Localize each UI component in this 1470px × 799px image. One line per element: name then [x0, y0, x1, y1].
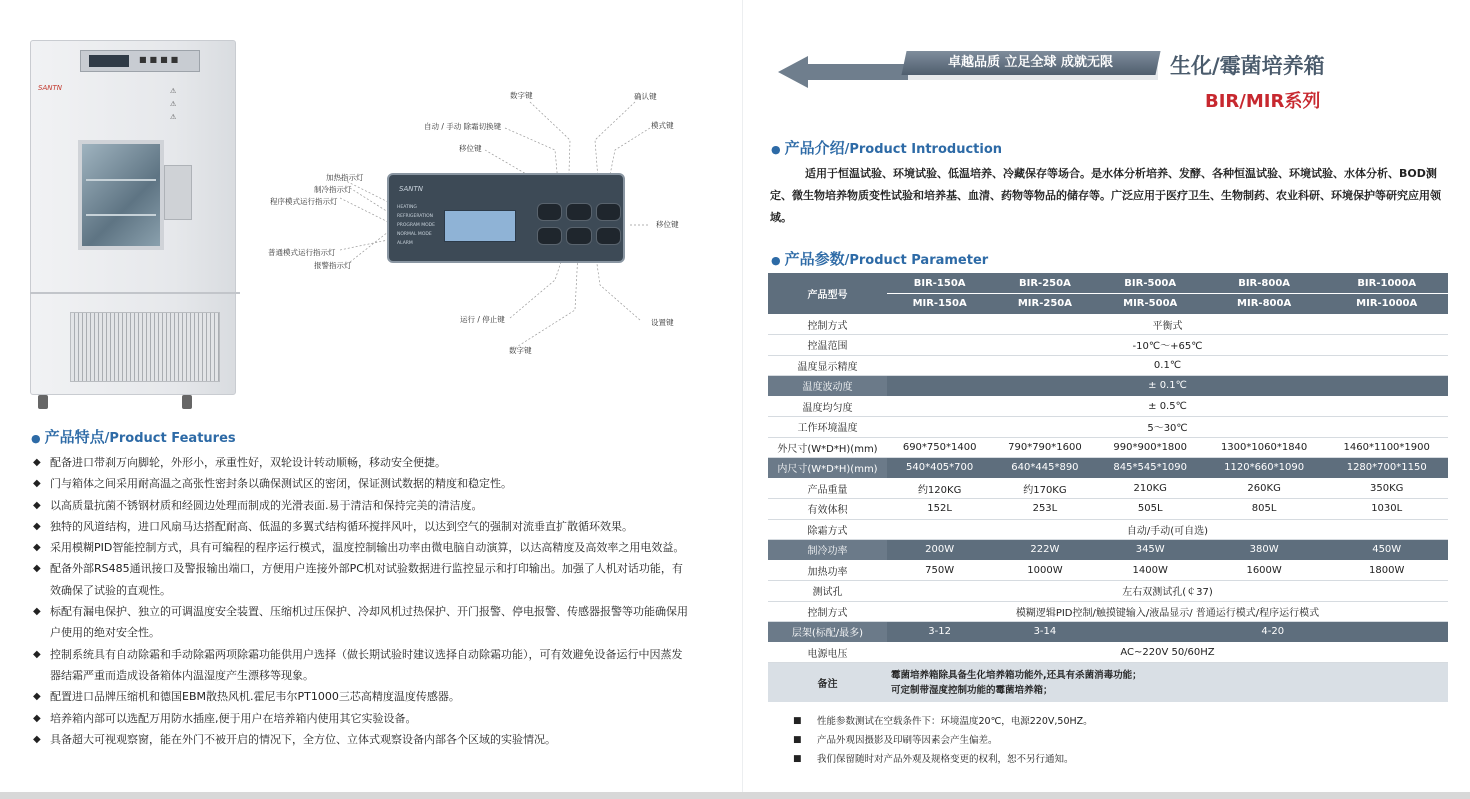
list-item: ◆ 配置进口品牌压缩机和德国EBM散热风机.霍尼韦尔PT1000三芯高精度温度传感器。 — [33, 686, 693, 707]
list-item: ◆ 具备超大可视观察窗，能在外门不被开启的情况下，全方位、立体式观察设备内部各个区域的实验情况。 — [33, 729, 693, 750]
callout-number-key-bottom: 数字键 — [509, 346, 532, 355]
caster-wheel — [38, 395, 48, 409]
features-heading: ● 产品特点/Product Features — [31, 428, 236, 446]
bottom-band — [0, 792, 1470, 799]
list-item: ◆ 配备外部RS485通讯接口及警报输出端口，方便用户连接外部PC机对试验数据进行监控显示和打印输出。加强了人机对话功能，有效确保了试验的直观性。 — [33, 558, 693, 601]
spec-table — [768, 273, 1448, 703]
cabinet-control-panel: ■■■■ — [80, 50, 200, 72]
table-row: MIR-150A MIR-250A MIR-500A MIR-800A MIR-1000A — [768, 294, 1448, 315]
params-heading: ● 产品参数/Product Parameter — [771, 250, 989, 268]
callout-heating-light: 加热指示灯 — [326, 173, 364, 182]
list-item: ◆ 独特的风道结构，进口风扇马达搭配耐高、低温的多翼式结构循环搅拌风叶，以达到空气的强制对流垂直扩散循环效果。 — [33, 516, 693, 537]
intro-paragraph: 适用于恒温试验、环境试验、低温培养、冷藏保存等场合。是水体分析培养、发酵、各种恒温试验、环境试验、水体分析、BOD测定、微生物培养物质变性试验和培养基、血清、药物等物品的储存等。广泛应用于医疗卫生、生物制药、农业科研、环境保护等研究应用领域。 — [770, 167, 1441, 224]
callout-number-key-top: 数字键 — [510, 91, 533, 100]
cabinet-brand-logo: SANTN — [38, 84, 62, 92]
table-row: 层架(标配/最多) 3-12 3-14 4-20 — [768, 622, 1448, 643]
table-row: 外尺寸(W*D*H)(mm) 690*750*1400 790*790*1600 990*900*1800 1300*1060*1840 1460*1100*1900 — [768, 437, 1448, 458]
table-row: 温度均匀度 ± 0.5℃ — [768, 396, 1448, 417]
callout-mode-key: 模式键 — [651, 121, 674, 130]
lcd-display — [444, 210, 516, 242]
indicator-led-labels: HEATING REFRIGERATION PROGRAM MODE NORMAL MODE ALARM — [397, 205, 435, 246]
table-row: 产品型号 BIR-150A BIR-250A BIR-500A BIR-800A BIR-1000A — [768, 273, 1448, 294]
table-row: 温度显示精度 0.1℃ — [768, 355, 1448, 376]
keypad-key — [537, 203, 562, 221]
observation-window — [78, 140, 164, 250]
callout-run-stop: 运行 / 停止键 — [460, 315, 505, 324]
list-item: ■ 产品外观因摄影及印刷等因素会产生偏差。 — [793, 731, 1443, 750]
slogan-banner: 卓越品质 立足全球 成就无限 — [901, 51, 1160, 75]
callout-auto-manual-defrost: 自动 / 手动 除霜切换键 — [424, 122, 502, 131]
table-row: 控制方式 平衡式 — [768, 314, 1448, 335]
keypad-key — [596, 203, 621, 221]
list-item: ◆ 标配有漏电保护、独立的可调温度安全装置、压缩机过压保护、冷却风机过热保护、开门报警、停电报警、传感器报警等功能确保用户使用的绝对安全性。 — [33, 601, 693, 644]
callout-shift-key-right: 移位键 — [656, 220, 679, 229]
table-row: 温度波动度 ± 0.1℃ — [768, 376, 1448, 397]
table-row: 备注 霉菌培养箱除具备生化培养箱功能外,还具有杀菌消毒功能； 可定制带湿度控制功能的霉菌培养箱； — [768, 663, 1448, 703]
list-item: ◆ 采用模糊PID智能控制方式，具有可编程的程序运行模式，温度控制输出功率由微电脑自动演算，以达高精度及高效率之用电效益。 — [33, 537, 693, 558]
callout-confirm-key: 确认键 — [634, 92, 657, 101]
vent-grille — [70, 312, 220, 382]
keypad-key — [537, 227, 562, 245]
table-row: 测试孔 左右双测试孔(￠37) — [768, 581, 1448, 602]
caster-wheel — [182, 395, 192, 409]
bullet-icon: ● — [771, 143, 781, 156]
incubator-cabinet-image — [30, 40, 240, 410]
bullet-icon: ● — [31, 432, 41, 445]
intro-heading: ● 产品介绍/Product Introduction — [771, 139, 1003, 157]
list-item: ◆ 以高质量抗菌不锈钢材质和经圆边处理而制成的光滑表面.易于清洁和保持完美的清洁度。 — [33, 495, 693, 516]
keypad-key — [566, 203, 591, 221]
bullet-icon: ● — [771, 254, 781, 267]
table-row: 制冷功率 200W 222W 345W 380W 450W — [768, 540, 1448, 561]
list-item: ◆ 门与箱体之间采用耐高温之高张性密封条以确保测试区的密闭，保证测试数据的精度和稳定性。 — [33, 473, 693, 494]
table-row: 内尺寸(W*D*H)(mm) 540*405*700 640*445*890 845*545*1090 1120*660*1090 1280*700*1150 — [768, 458, 1448, 479]
keypad-key — [596, 227, 621, 245]
warning-icon: ⚠ ⚠ ⚠ — [170, 87, 177, 121]
page-divider — [742, 0, 743, 799]
features-list — [33, 452, 693, 750]
table-row: 控温范围 -10℃～+65℃ — [768, 335, 1448, 356]
callout-setting-key: 设置键 — [651, 318, 674, 327]
footnotes-list — [793, 712, 1443, 769]
callout-alarm-light: 报警指示灯 — [314, 261, 352, 270]
callout-normal-light: 普通模式运行指示灯 — [268, 248, 336, 257]
table-row: 加热功率 750W 1000W 1400W 1600W 1800W — [768, 560, 1448, 581]
callout-shift-key-top: 移位键 — [459, 144, 482, 153]
table-row: 有效体积 152L 253L 505L 805L 1030L — [768, 499, 1448, 520]
list-item: ■ 我们保留随时对产品外观及规格变更的权利，恕不另行通知。 — [793, 750, 1443, 769]
table-row: 产品重量 约120KG 约170KG 210KG 260KG 350KG — [768, 478, 1448, 499]
controller-panel — [387, 173, 625, 263]
series-title: BIR/MIR系列 — [1205, 91, 1321, 112]
list-item: ◆ 培养箱内部可以选配万用防水插座,便于用户在培养箱内使用其它实验设备。 — [33, 708, 693, 729]
page-title: 生化/霉菌培养箱 — [1170, 54, 1325, 78]
list-item: ■ 性能参数测试在空载条件下：环境温度20℃，电源220V,50HZ。 — [793, 712, 1443, 731]
door-handle — [164, 165, 192, 220]
list-item: ◆ 控制系统具有自动除霜和手动除霜两项除霜功能供用户选择（做长期试验时建议选择自动除霜功能），可有效避免设备运行中因蒸发器结霜严重而造成设备箱体内温湿度产生漂移等现象。 — [33, 644, 693, 687]
table-row: 电源电压 AC~220V 50/60HZ — [768, 642, 1448, 663]
table-row: 除霜方式 自动/手动(可自选) — [768, 519, 1448, 540]
keypad-key — [566, 227, 591, 245]
table-row: 控制方式 模糊逻辑PID控制/触摸键输入/液晶显示/ 普通运行模式/程序运行模式 — [768, 601, 1448, 622]
callout-cooling-light: 制冷指示灯 — [314, 185, 352, 194]
controller-brand-logo: SANTN — [399, 185, 423, 193]
callout-program-light: 程序模式运行指示灯 — [270, 197, 338, 206]
table-row: 工作环境温度 5～30℃ — [768, 417, 1448, 438]
controller-keypad — [537, 203, 621, 247]
list-item: ◆ 配备进口带刹万向脚轮，外形小，承重性好，双轮设计转动顺畅，移动安全便捷。 — [33, 452, 693, 473]
